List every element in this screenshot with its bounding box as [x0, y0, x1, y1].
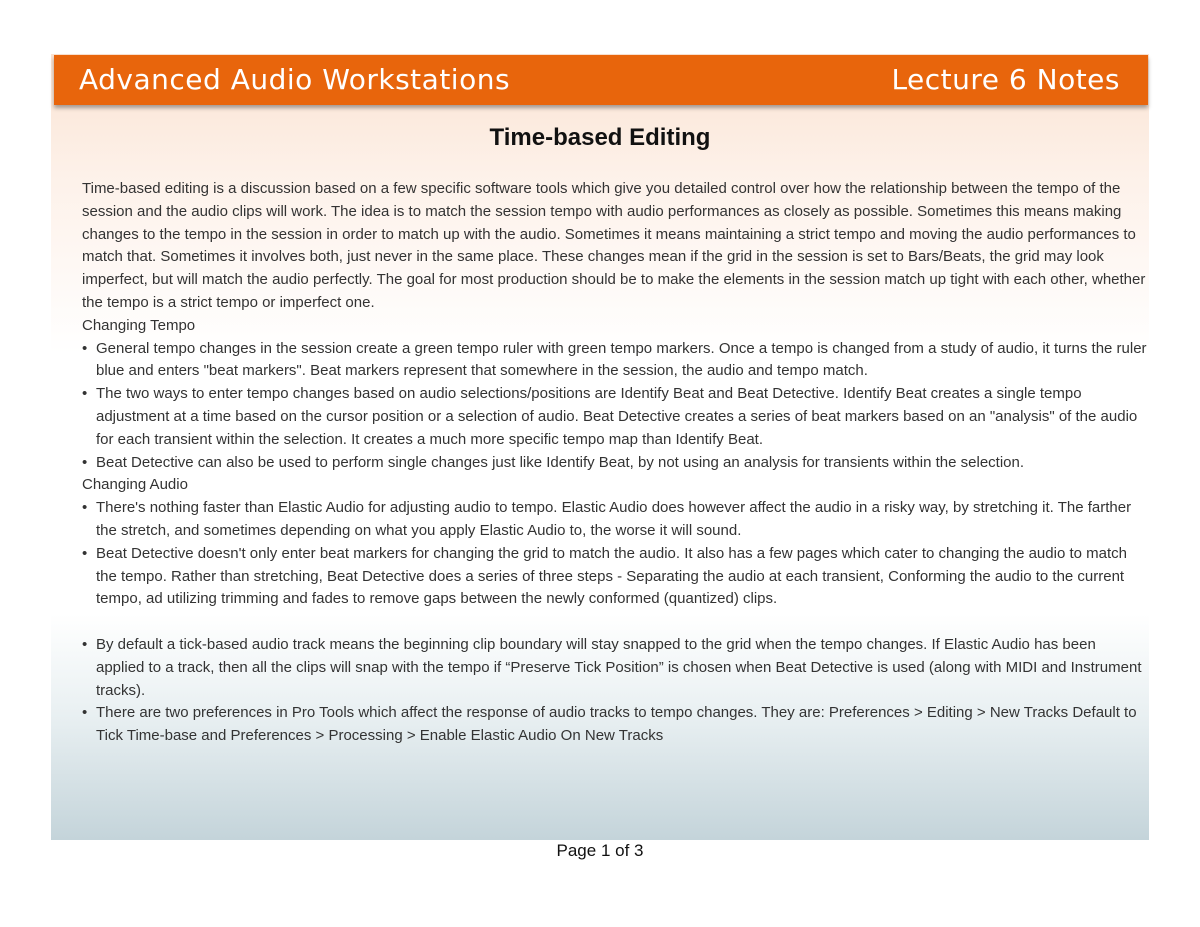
section-heading-changing-tempo: Changing Tempo: [82, 316, 196, 334]
additional-notes-list: [82, 634, 1148, 748]
document-body: [82, 178, 1148, 748]
header-bar: [54, 55, 1148, 105]
page-number: Page 1 of 3: [556, 841, 644, 860]
section-heading-changing-audio: Changing Audio: [82, 476, 188, 494]
list-item: • There's nothing faster than Elastic Audio for adjusting audio to tempo. Elastic Audio does however affect the audio in a risky way, by stretching it. The farther the stretch, and sometimes depending on what you apply Elastic Audio to, the worse it will sound.: [82, 497, 1148, 543]
list-item: • Beat Detective doesn't only enter beat markers for changing the grid to match the audio. It also has a few pages which cater to changing the audio to match the tempo. Rather than stretching, Beat Detective does a series of three steps - Separating the audio at each transient, Conforming the audio to the current tempo, ad utilizing trimming and fades to remove gaps between the newly conformed (quantized) clips.: [82, 543, 1148, 611]
changing-audio-list: [82, 497, 1148, 611]
intro-paragraph: Time-based editing is a discussion based on a few specific software tools which give you detailed control over how the relationship between the tempo of the session and the audio clips will work. The idea is to match the session tempo with audio performances as closely as possible. Sometimes this means making changes to the tempo in the session in order to match up with the audio. Sometimes it means maintaining a strict tempo and moving the audio performances to match that. Sometimes it involves both, just never in the same place. These changes mean if the grid in the session is set to Bars/Beats, the grid may look imperfect, but will match the audio perfectly. The goal for most production should be to make the elements in the session match up tight with each other, whether the tempo is a strict tempo or imperfect one.: [82, 180, 1146, 311]
list-item: • There are two preferences in Pro Tools which affect the response of audio tracks to tempo changes. They are: Preferences > Editing > New Tracks Default to Tick Time-base and Preferences > Processing > Enable Elastic Audio On New Tracks: [82, 702, 1148, 748]
changing-tempo-list: [82, 338, 1148, 475]
page-title: Time-based Editing: [489, 124, 711, 151]
course-title: Advanced Audio Workstations: [79, 63, 511, 96]
list-item: • Beat Detective can also be used to perform single changes just like Identify Beat, by not using an analysis for transients within the selection.: [82, 452, 1148, 475]
list-item: • General tempo changes in the session create a green tempo ruler with green tempo markers. Once a tempo is changed from a study of audio, it turns the ruler blue and enters "beat markers". Beat markers represent that somewhere in the session, the audio and tempo match.: [82, 338, 1148, 384]
lecture-label: Lecture 6 Notes: [891, 63, 1120, 96]
list-item: • The two ways to enter tempo changes based on audio selections/positions are Identify Beat and Beat Detective. Identify Beat creates a single tempo adjustment at a time based on the cursor position or a selection of audio. Beat Detective creates a series of beat markers based on an "analysis" of the audio for each transient within the selection. It creates a much more specific tempo map than Identify Beat.: [82, 383, 1148, 451]
list-item: • By default a tick-based audio track means the beginning clip boundary will stay snapped to the grid when the tempo changes. If Elastic Audio has been applied to a track, then all the clips will snap with the tempo if “Preserve Tick Position” is chosen when Beat Detective is used (along with MIDI and Instrument tracks).: [82, 634, 1148, 702]
spacer: [82, 611, 1148, 634]
